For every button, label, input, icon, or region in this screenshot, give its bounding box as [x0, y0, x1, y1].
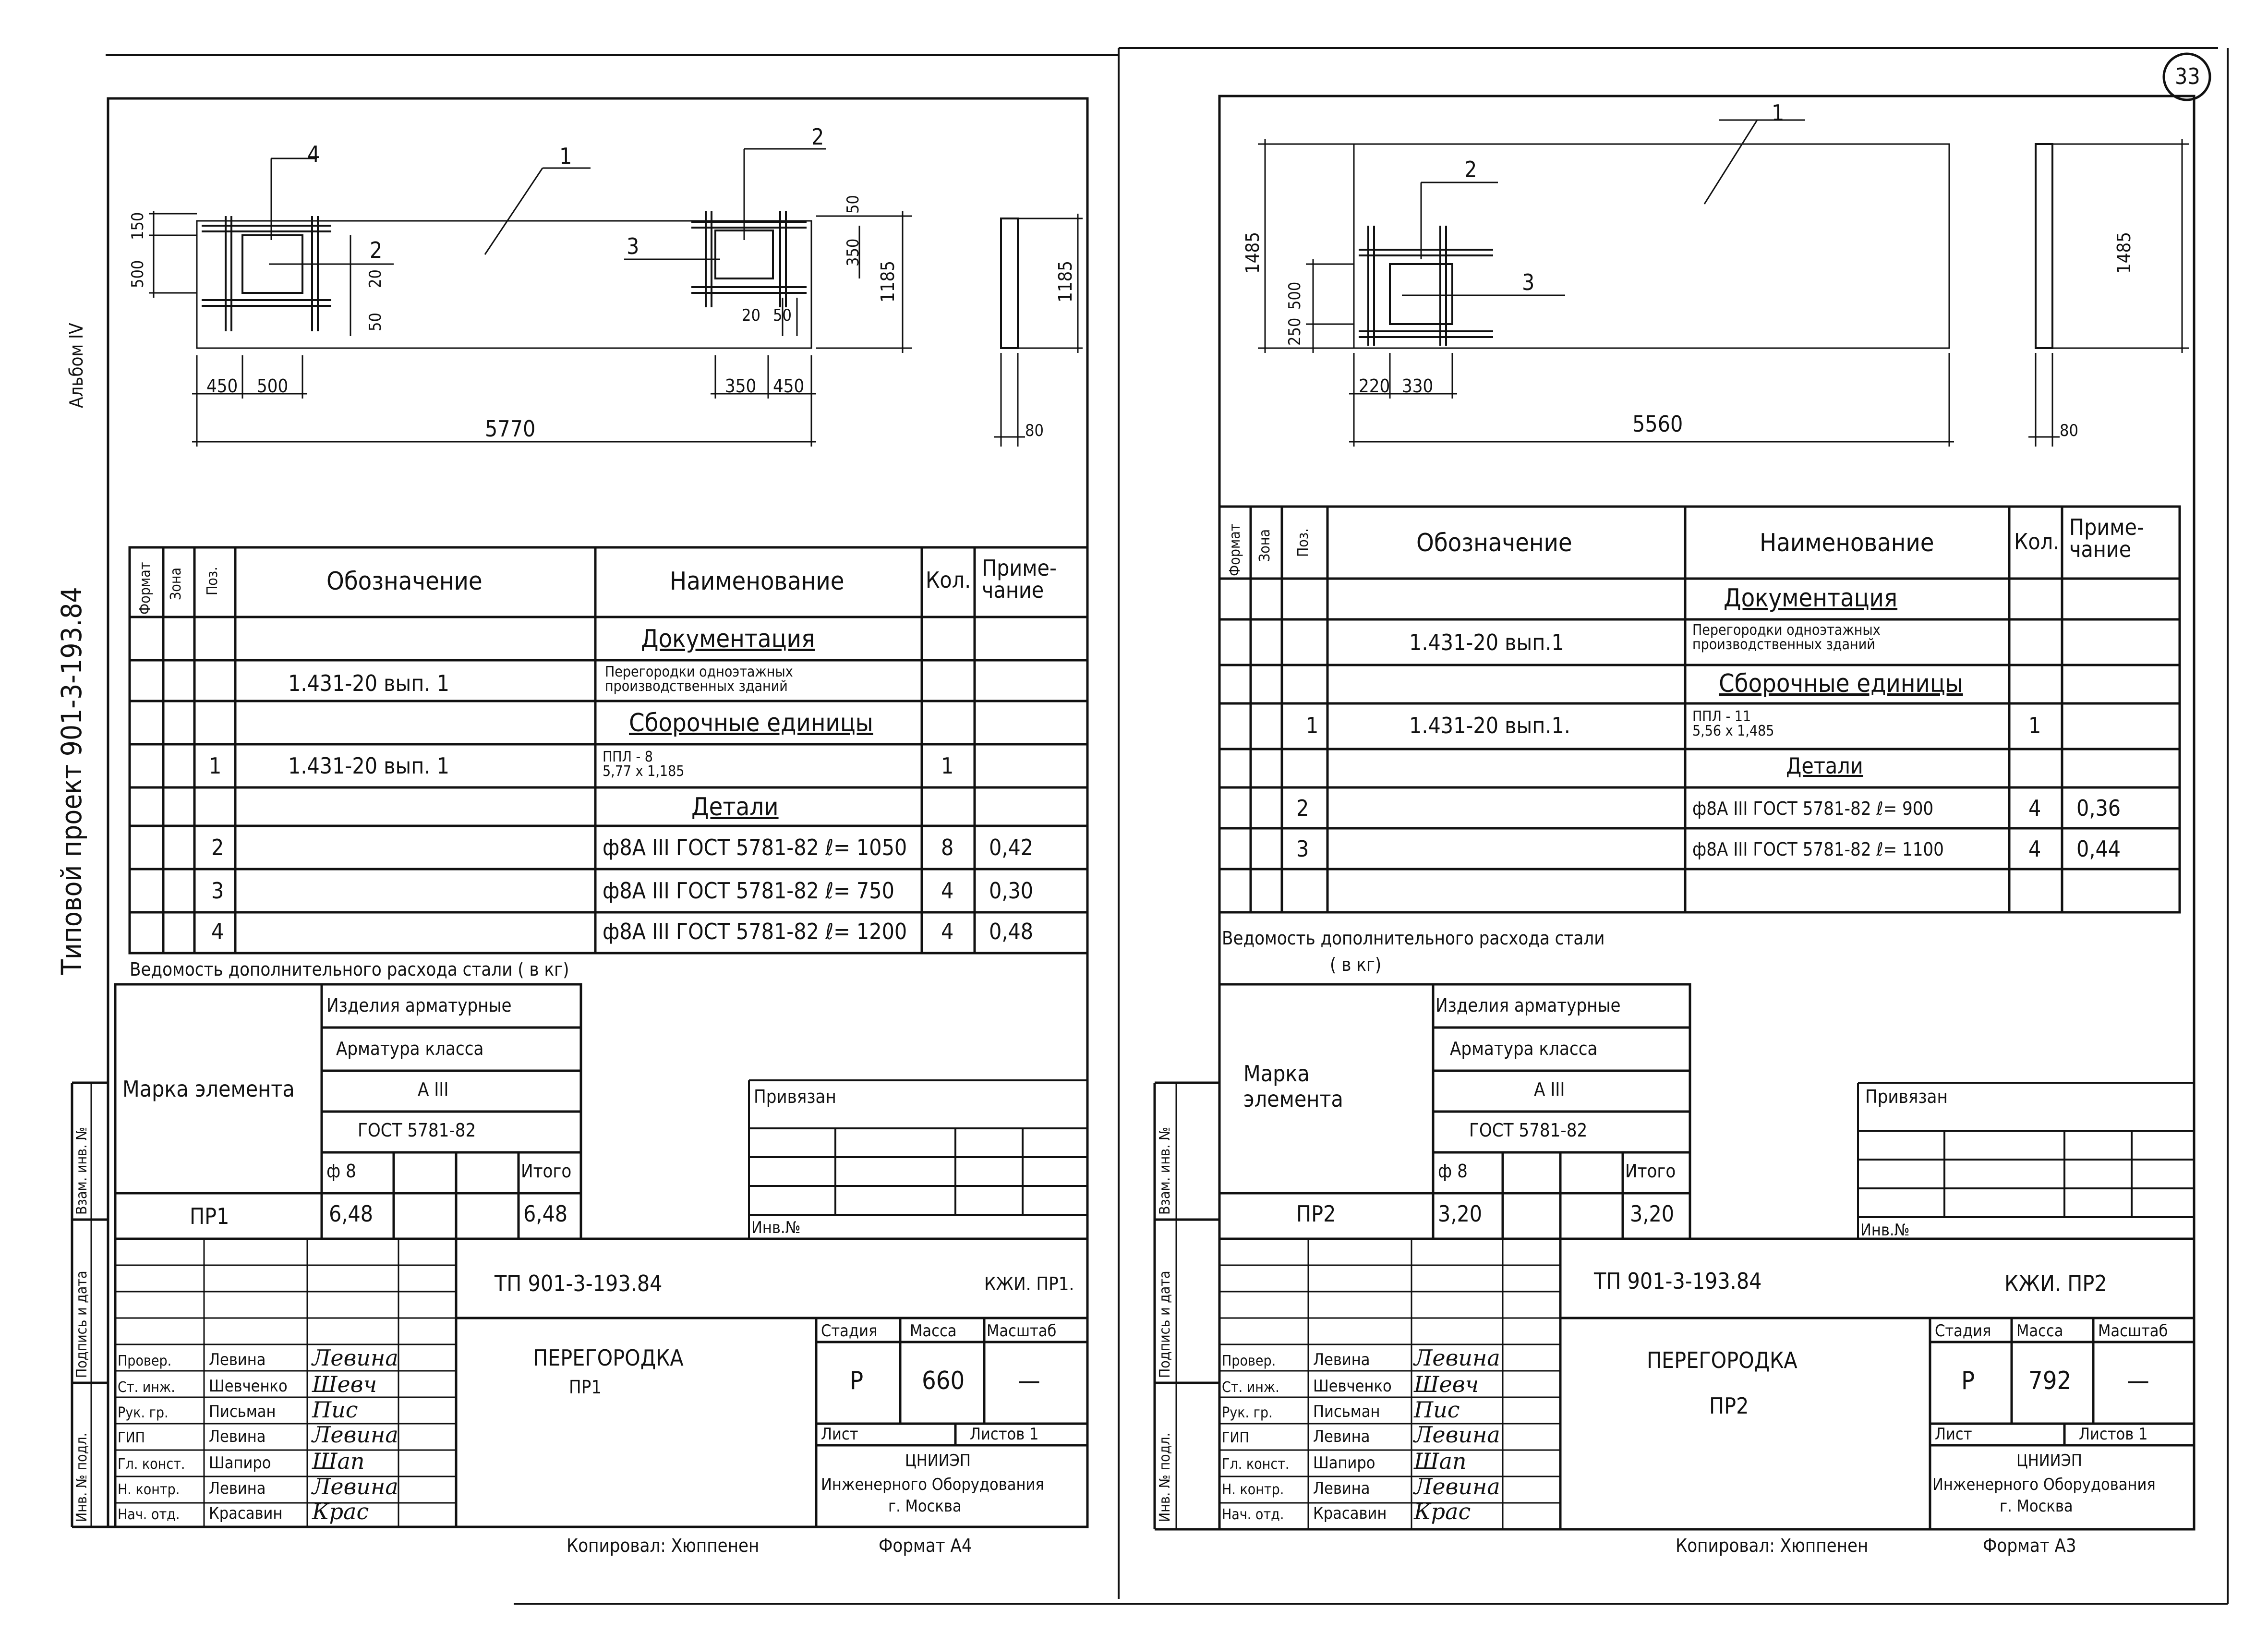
right-steel-mark-label: Марка элемента [1243, 1061, 1343, 1112]
left-dim-500b: 500 [257, 375, 289, 397]
left-spec-row-3-note: 0,30 [989, 878, 1034, 904]
right-role-6: Н. контр. [1222, 1481, 1284, 1498]
right-spec-row-3-pos: 3 [1296, 836, 1309, 862]
left-stamp-org-1: ЦНИИЭП [905, 1451, 971, 1470]
right-spec-row-3-qty: 4 [2028, 836, 2041, 862]
left-role-6: Н. контр. [118, 1481, 180, 1498]
right-spec-row-doc-designation: 1.431-20 вып.1 [1409, 629, 1564, 655]
right-spec-header-zone: Зона [1256, 529, 1273, 562]
right-stamp-doc: КЖИ. ПР2 [2004, 1270, 2107, 1296]
left-spec-header-designation: Обозначение [326, 567, 483, 596]
left-dim-50c: 50 [773, 306, 792, 325]
left-role-3-sign: Пис [312, 1397, 358, 1423]
left-side-stamp-replace: Взам. инв. № [73, 1126, 90, 1215]
left-role-5: Гл. конст. [118, 1456, 185, 1473]
right-side-stamp-replace: Взам. инв. № [1157, 1126, 1173, 1215]
left-steel-mark-label: Марка элемента [122, 1076, 295, 1102]
right-steel-total: 3,20 [1630, 1201, 1675, 1227]
left-steel-value: 6,48 [329, 1201, 374, 1227]
right-spec-header-qty: Кол. [2014, 529, 2060, 555]
left-stamp-stage: Р [850, 1367, 864, 1395]
right-stamp-code: ТП 901-3-193.84 [1594, 1268, 1762, 1294]
right-spec-row-details-heading: Детали [1786, 753, 1863, 779]
left-spec-row-assembly-heading: Сборочные единицы [629, 709, 873, 738]
left-dim-5770: 5770 [485, 416, 536, 442]
left-spec-row-4-name: ф8А III ГОСТ 5781-82 ℓ= 1200 [603, 919, 907, 944]
right-stamp-sheet-label: Лист [1935, 1425, 1972, 1444]
left-steel-h3: А III [418, 1079, 449, 1100]
right-steel-h4: ГОСТ 5781-82 [1469, 1120, 1588, 1141]
right-stamp-scale: — [2127, 1367, 2149, 1395]
right-role-2: Ст. инж. [1222, 1379, 1279, 1396]
right-role-4-sign: Левина [1414, 1422, 1500, 1448]
left-dim-1185a: 1185 [877, 261, 898, 302]
left-dim-450a: 450 [206, 375, 238, 397]
left-role-1-name: Левина [209, 1350, 266, 1369]
right-dim-1485a: 1485 [1242, 232, 1263, 274]
left-spec-row-doc-heading: Документация [641, 625, 815, 653]
right-spec-row-1-pos: 1 [1306, 713, 1319, 738]
left-dim-450b: 450 [773, 375, 805, 397]
left-dim-50b: 50 [844, 195, 863, 214]
right-spec-row-1-qty: 1 [2028, 713, 2041, 738]
right-spec-row-1-designation: 1.431-20 вып.1. [1409, 713, 1570, 738]
left-stamp-scale-label: Масштаб [987, 1321, 1057, 1341]
left-stamp-title: ПЕРЕГОРОДКА [533, 1345, 684, 1371]
right-spec-header-pos: Поз. [1295, 528, 1312, 557]
right-spec-row-1-name: ППЛ - 11 5,56 x 1,485 [1692, 708, 1774, 739]
left-role-3-name: Письман [209, 1402, 276, 1421]
right-spec-row-doc-name: Перегородки одноэтажных производственных зданий [1692, 622, 1881, 653]
left-dim-350b: 350 [725, 375, 757, 397]
left-steel-total: 6,48 [523, 1201, 568, 1227]
left-spec-header-zone: Зона [168, 568, 184, 600]
right-role-1: Провер. [1222, 1353, 1276, 1369]
left-pos-label-2: 2 [811, 124, 824, 150]
right-role-4: ГИП [1222, 1429, 1249, 1446]
left-steel-h2: Арматура класса [336, 1038, 484, 1059]
right-dim-220: 220 [1359, 375, 1390, 397]
left-spec-header-name: Наименование [670, 567, 844, 596]
left-dim-150: 150 [128, 212, 147, 240]
left-role-1-sign: Левина [312, 1345, 398, 1371]
right-stamp-title: ПЕРЕГОРОДКА [1647, 1347, 1798, 1373]
left-spec-row-doc-designation: 1.431-20 вып. 1 [288, 670, 449, 696]
left-stamp-stage-label: Стадия [821, 1321, 878, 1341]
left-spec-header-pos: Поз. [204, 567, 221, 595]
right-pos-label-1: 1 [1772, 100, 1785, 126]
left-stamp-mass-label: Масса [910, 1321, 957, 1341]
left-side-stamp-sign: Подпись и дата [73, 1270, 90, 1378]
left-stamp-sheet-label: Лист [821, 1425, 858, 1444]
left-role-4-sign: Левина [312, 1422, 398, 1448]
left-spec-row-2-pos: 2 [211, 835, 224, 860]
right-stamp-org-3: г. Москва [2000, 1497, 2073, 1516]
right-role-1-sign: Левина [1414, 1345, 1500, 1371]
right-role-3-sign: Пис [1414, 1397, 1460, 1423]
right-role-7: Нач. отд. [1222, 1506, 1284, 1523]
left-steel-h1: Изделия арматурные [326, 995, 512, 1016]
left-pos-label-2b: 2 [370, 237, 383, 263]
left-role-3: Рук. гр. [118, 1404, 169, 1421]
right-role-7-name: Красавин [1313, 1504, 1387, 1523]
left-spec-row-4-qty: 4 [941, 919, 954, 944]
left-spec-row-1-qty: 1 [941, 753, 954, 779]
left-stamp-mass: 660 [922, 1367, 965, 1395]
left-dim-80: 80 [1025, 421, 1044, 440]
margin-album: Альбом IV [66, 323, 87, 408]
right-stamp-org-2: Инженерного Оборудования [1932, 1475, 2156, 1494]
left-steel-h6: Итого [521, 1161, 572, 1182]
right-steel-h2: Арматура класса [1450, 1038, 1598, 1059]
left-inv-label: Инв.№ [751, 1218, 801, 1237]
right-spec-row-2-name: ф8А III ГОСТ 5781-82 ℓ= 900 [1692, 798, 1934, 819]
right-dim-250: 250 [1285, 317, 1304, 346]
left-stamp-org-3: г. Москва [888, 1497, 962, 1516]
left-role-6-sign: Левина [312, 1474, 398, 1500]
right-copied: Копировал: Хюппенен [1676, 1535, 1869, 1556]
right-spec-row-2-pos: 2 [1296, 795, 1309, 821]
right-role-5-sign: Шап [1414, 1448, 1467, 1474]
right-role-6-sign: Левина [1414, 1474, 1500, 1500]
right-steel-h3: А III [1534, 1079, 1565, 1100]
right-spec-header-designation: Обозначение [1416, 529, 1572, 557]
left-dim-20b: 20 [742, 306, 760, 325]
sheet-number: 33 [2175, 63, 2200, 89]
right-spec-header-format: Формат [1227, 523, 1243, 576]
left-role-2-name: Шевченко [209, 1377, 288, 1396]
left-stamp-code: ТП 901-3-193.84 [495, 1270, 663, 1296]
right-privyazan: Привязан [1865, 1086, 1948, 1107]
left-stamp-subtitle: ПР1 [569, 1377, 602, 1398]
right-spec-row-3-note: 0,44 [2076, 836, 2121, 862]
right-role-1-name: Левина [1313, 1350, 1370, 1369]
right-spec-row-assembly-heading: Сборочные единицы [1719, 669, 1963, 698]
left-stamp-sheets-label: Листов 1 [970, 1425, 1039, 1444]
right-role-2-sign: Шевч [1414, 1371, 1479, 1397]
right-side-stamp-inv: Инв. № подл. [1157, 1432, 1173, 1522]
left-side-stamp-inv: Инв. № подл. [73, 1432, 90, 1522]
left-pos-label-3: 3 [627, 233, 639, 259]
right-spec-row-3-name: ф8А III ГОСТ 5781-82 ℓ= 1100 [1692, 839, 1944, 860]
left-spec-row-doc-name: Перегородки одноэтажных производственных зданий [605, 664, 793, 695]
left-dim-350: 350 [844, 238, 863, 266]
left-steel-title: Ведомость дополнительного расхода стали ( в кг) [130, 959, 569, 980]
right-dim-80: 80 [2060, 421, 2078, 440]
left-role-5-name: Шапиро [209, 1453, 271, 1473]
right-steel-mark: ПР2 [1296, 1201, 1336, 1227]
right-dim-1485b: 1485 [2113, 232, 2135, 274]
left-format: Формат А4 [879, 1535, 972, 1556]
left-spec-row-details-heading: Детали [691, 793, 779, 822]
left-spec-row-2-qty: 8 [941, 835, 954, 860]
right-stamp-stage-label: Стадия [1935, 1321, 1991, 1341]
left-stamp-org-2: Инженерного Оборудования [821, 1475, 1044, 1494]
right-role-7-sign: Крас [1414, 1499, 1471, 1524]
left-spec-header-qty: Кол. [926, 567, 971, 593]
right-stamp-mass: 792 [2028, 1367, 2072, 1395]
left-spec-row-1-name: ППЛ - 8 5,77 x 1,185 [603, 749, 685, 780]
left-spec-row-3-pos: 3 [211, 878, 224, 904]
right-stamp-stage: Р [1961, 1367, 1975, 1395]
left-copied: Копировал: Хюппенен [567, 1535, 760, 1556]
right-role-5: Гл. конст. [1222, 1456, 1290, 1473]
right-stamp-scale-label: Масштаб [2098, 1321, 2168, 1341]
right-steel-title: Ведомость дополнительного расхода стали [1222, 928, 1605, 949]
left-spec-row-3-name: ф8А III ГОСТ 5781-82 ℓ= 750 [603, 878, 894, 904]
left-stamp-doc: КЖИ. ПР1. [984, 1273, 1074, 1294]
right-pos-label-3: 3 [1522, 269, 1535, 295]
right-steel-h1: Изделия арматурные [1436, 995, 1621, 1016]
left-dim-500: 500 [128, 260, 147, 288]
left-spec-row-4-note: 0,48 [989, 919, 1034, 944]
right-role-4-name: Левина [1313, 1427, 1370, 1446]
left-role-4-name: Левина [209, 1427, 266, 1446]
left-spec-header-format: Формат [137, 562, 154, 615]
right-stamp-mass-label: Масса [2016, 1321, 2063, 1341]
left-dim-50a: 50 [366, 313, 385, 331]
left-role-2-sign: Шевч [312, 1371, 377, 1397]
margin-project-title: Типовой проект 901-3-193.84 [55, 587, 88, 975]
left-stamp-scale: — [1018, 1367, 1040, 1395]
left-spec-row-4-pos: 4 [211, 919, 224, 944]
right-spec-header-name: Наименование [1760, 529, 1934, 557]
left-dim-1185b: 1185 [1055, 261, 1076, 302]
left-role-7-sign: Крас [312, 1499, 369, 1524]
left-steel-h5: ф 8 [326, 1161, 356, 1182]
right-dim-500: 500 [1285, 281, 1304, 310]
left-dim-20a: 20 [366, 269, 385, 288]
left-spec-row-1-pos: 1 [209, 753, 222, 779]
right-spec-header-note: Приме- чание [2069, 514, 2144, 562]
left-spec-row-1-designation: 1.431-20 вып. 1 [288, 753, 449, 779]
right-dim-5560: 5560 [1632, 411, 1683, 437]
left-pos-label-4: 4 [307, 141, 320, 167]
right-side-stamp-sign: Подпись и дата [1157, 1270, 1173, 1378]
right-dim-330: 330 [1402, 375, 1434, 397]
left-role-5-sign: Шап [312, 1448, 365, 1474]
left-role-4: ГИП [118, 1429, 145, 1446]
right-steel-title-2: ( в кг) [1330, 954, 1382, 975]
right-role-3: Рук. гр. [1222, 1404, 1273, 1421]
right-steel-h6: Итого [1625, 1161, 1676, 1182]
right-pos-label-2: 2 [1464, 157, 1477, 182]
left-privyazan: Привязан [754, 1086, 836, 1107]
right-role-2-name: Шевченко [1313, 1377, 1392, 1396]
right-spec-row-doc-heading: Документация [1724, 584, 1898, 613]
left-role-7-name: Красавин [209, 1504, 283, 1523]
right-stamp-sheets-label: Листов 1 [2079, 1425, 2148, 1444]
right-spec-row-2-qty: 4 [2028, 795, 2041, 821]
left-role-2: Ст. инж. [118, 1379, 175, 1396]
right-role-3-name: Письман [1313, 1402, 1380, 1421]
left-spec-row-2-note: 0,42 [989, 835, 1034, 860]
left-pos-label-1: 1 [559, 143, 572, 169]
right-spec-row-2-note: 0,36 [2076, 795, 2121, 821]
right-inv-label: Инв.№ [1860, 1221, 1910, 1240]
left-spec-header-note: Приме- чание [982, 555, 1057, 603]
right-role-5-name: Шапиро [1313, 1453, 1375, 1473]
left-spec-row-2-name: ф8А III ГОСТ 5781-82 ℓ= 1050 [603, 835, 907, 860]
left-spec-row-3-qty: 4 [941, 878, 954, 904]
right-steel-h5: ф 8 [1438, 1161, 1468, 1182]
left-steel-h4: ГОСТ 5781-82 [358, 1120, 476, 1141]
right-format: Формат А3 [1983, 1535, 2076, 1556]
right-steel-value: 3,20 [1438, 1201, 1483, 1227]
right-stamp-subtitle: ПР2 [1709, 1393, 1749, 1419]
left-role-1: Провер. [118, 1353, 172, 1369]
right-stamp-org-1: ЦНИИЭП [2016, 1451, 2082, 1470]
left-role-7: Нач. отд. [118, 1506, 180, 1523]
right-role-6-name: Левина [1313, 1479, 1370, 1498]
left-role-6-name: Левина [209, 1479, 266, 1498]
left-steel-mark: ПР1 [190, 1203, 229, 1229]
